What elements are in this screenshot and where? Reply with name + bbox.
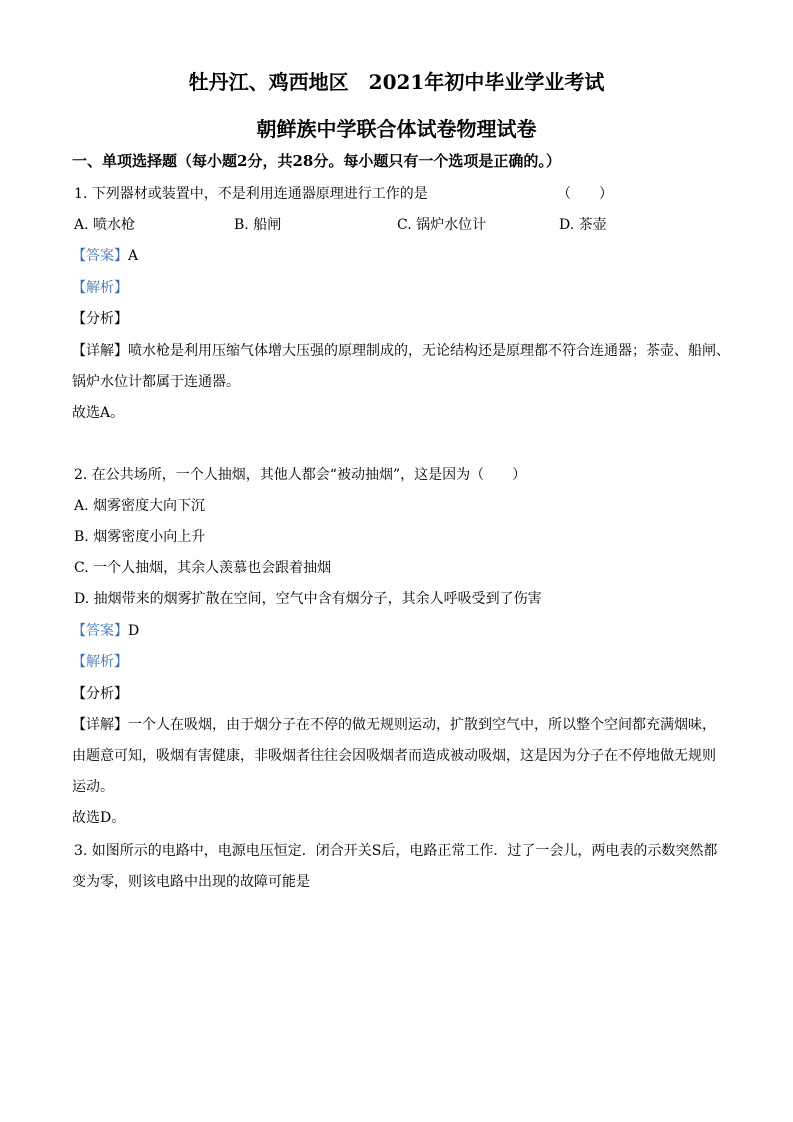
q1-option-d: D. 茶壶: [559, 217, 607, 233]
q2-answer: [72, 620, 139, 640]
q2-option-a: A. 烟雾密度大向下沉: [74, 498, 206, 514]
q1-fenxi-tag: 【分析】: [72, 311, 128, 327]
detail-text: 一个人在吸烟，由于烟分子在不停的做无规则运动，扩散到空气中，所以整个空间都充满烟味，: [128, 717, 716, 733]
q1-option-a: A. 喷水枪: [74, 217, 136, 233]
q1-answer: [72, 245, 138, 265]
section-heading: 一、单项选择题（每小题2分，共28分。每小题只有一个选项是正确的。）: [72, 152, 561, 170]
detail-tag: 【详解】: [72, 343, 128, 359]
q1-jiexi-tag: 【解析】: [72, 280, 128, 296]
q2-conclusion: 故选D。: [72, 810, 126, 826]
q2-detail-line2: 由题意可知，吸烟有害健康，非吸烟者往往会因吸烟者而造成被动吸烟，这是因为分子在不停地做无规则: [72, 748, 716, 764]
page-subtitle: 朝鲜族中学联合体试卷物理试卷: [256, 117, 537, 141]
q2-stem: 2. 在公共场所，一个人抽烟，其他人都会“被动抽烟”，这是因为（ ）: [74, 467, 527, 483]
q1-detail-line2: 锅炉水位计都属于连通器。: [72, 374, 240, 390]
q2-option-b: B. 烟雾密度小向上升: [74, 529, 206, 545]
q1-detail: [72, 340, 730, 360]
answer-value: D: [128, 623, 140, 639]
q3-stem-line1: 3. 如图所示的电路中，电源电压恒定．闭合开关S后，电路正常工作．过了一会儿，两电表的示数突然都: [74, 843, 718, 859]
answer-value: A: [128, 248, 139, 264]
q2-option-d: D. 抽烟带来的烟雾扩散在空间，空气中含有烟分子，其余人呼吸受到了伤害: [74, 591, 542, 607]
q2-option-c: C. 一个人抽烟，其余人羡慕也会跟着抽烟: [74, 560, 332, 576]
q1-stem: 1. 下列器材或装置中，不是利用连通器原理进行工作的是: [74, 186, 428, 202]
answer-tag: 【答案】: [72, 623, 128, 639]
detail-tag: 【详解】: [72, 717, 128, 733]
q2-detail-line3: 运动。: [72, 779, 114, 795]
q1-option-b: B. 船闸: [234, 217, 282, 233]
page-title: 牡丹江、鸡西地区 2021年初中毕业学业考试: [188, 70, 605, 94]
detail-text: 喷水枪是利用压缩气体增大压强的原理制成的，无论结构还是原理都不符合连通器；茶壶、船闸、: [128, 343, 730, 359]
answer-tag: 【答案】: [72, 248, 128, 264]
q2-detail: [72, 714, 716, 734]
q2-jiexi-tag: 【解析】: [72, 654, 128, 670]
q3-stem-line2: 变为零，则该电路中出现的故障可能是: [72, 874, 310, 890]
q2-fenxi-tag: 【分析】: [72, 686, 128, 702]
q1-option-c: C. 锅炉水位计: [397, 217, 487, 233]
q1-conclusion: 故选A。: [72, 405, 125, 421]
q1-answer-paren: （ ）: [557, 186, 613, 202]
